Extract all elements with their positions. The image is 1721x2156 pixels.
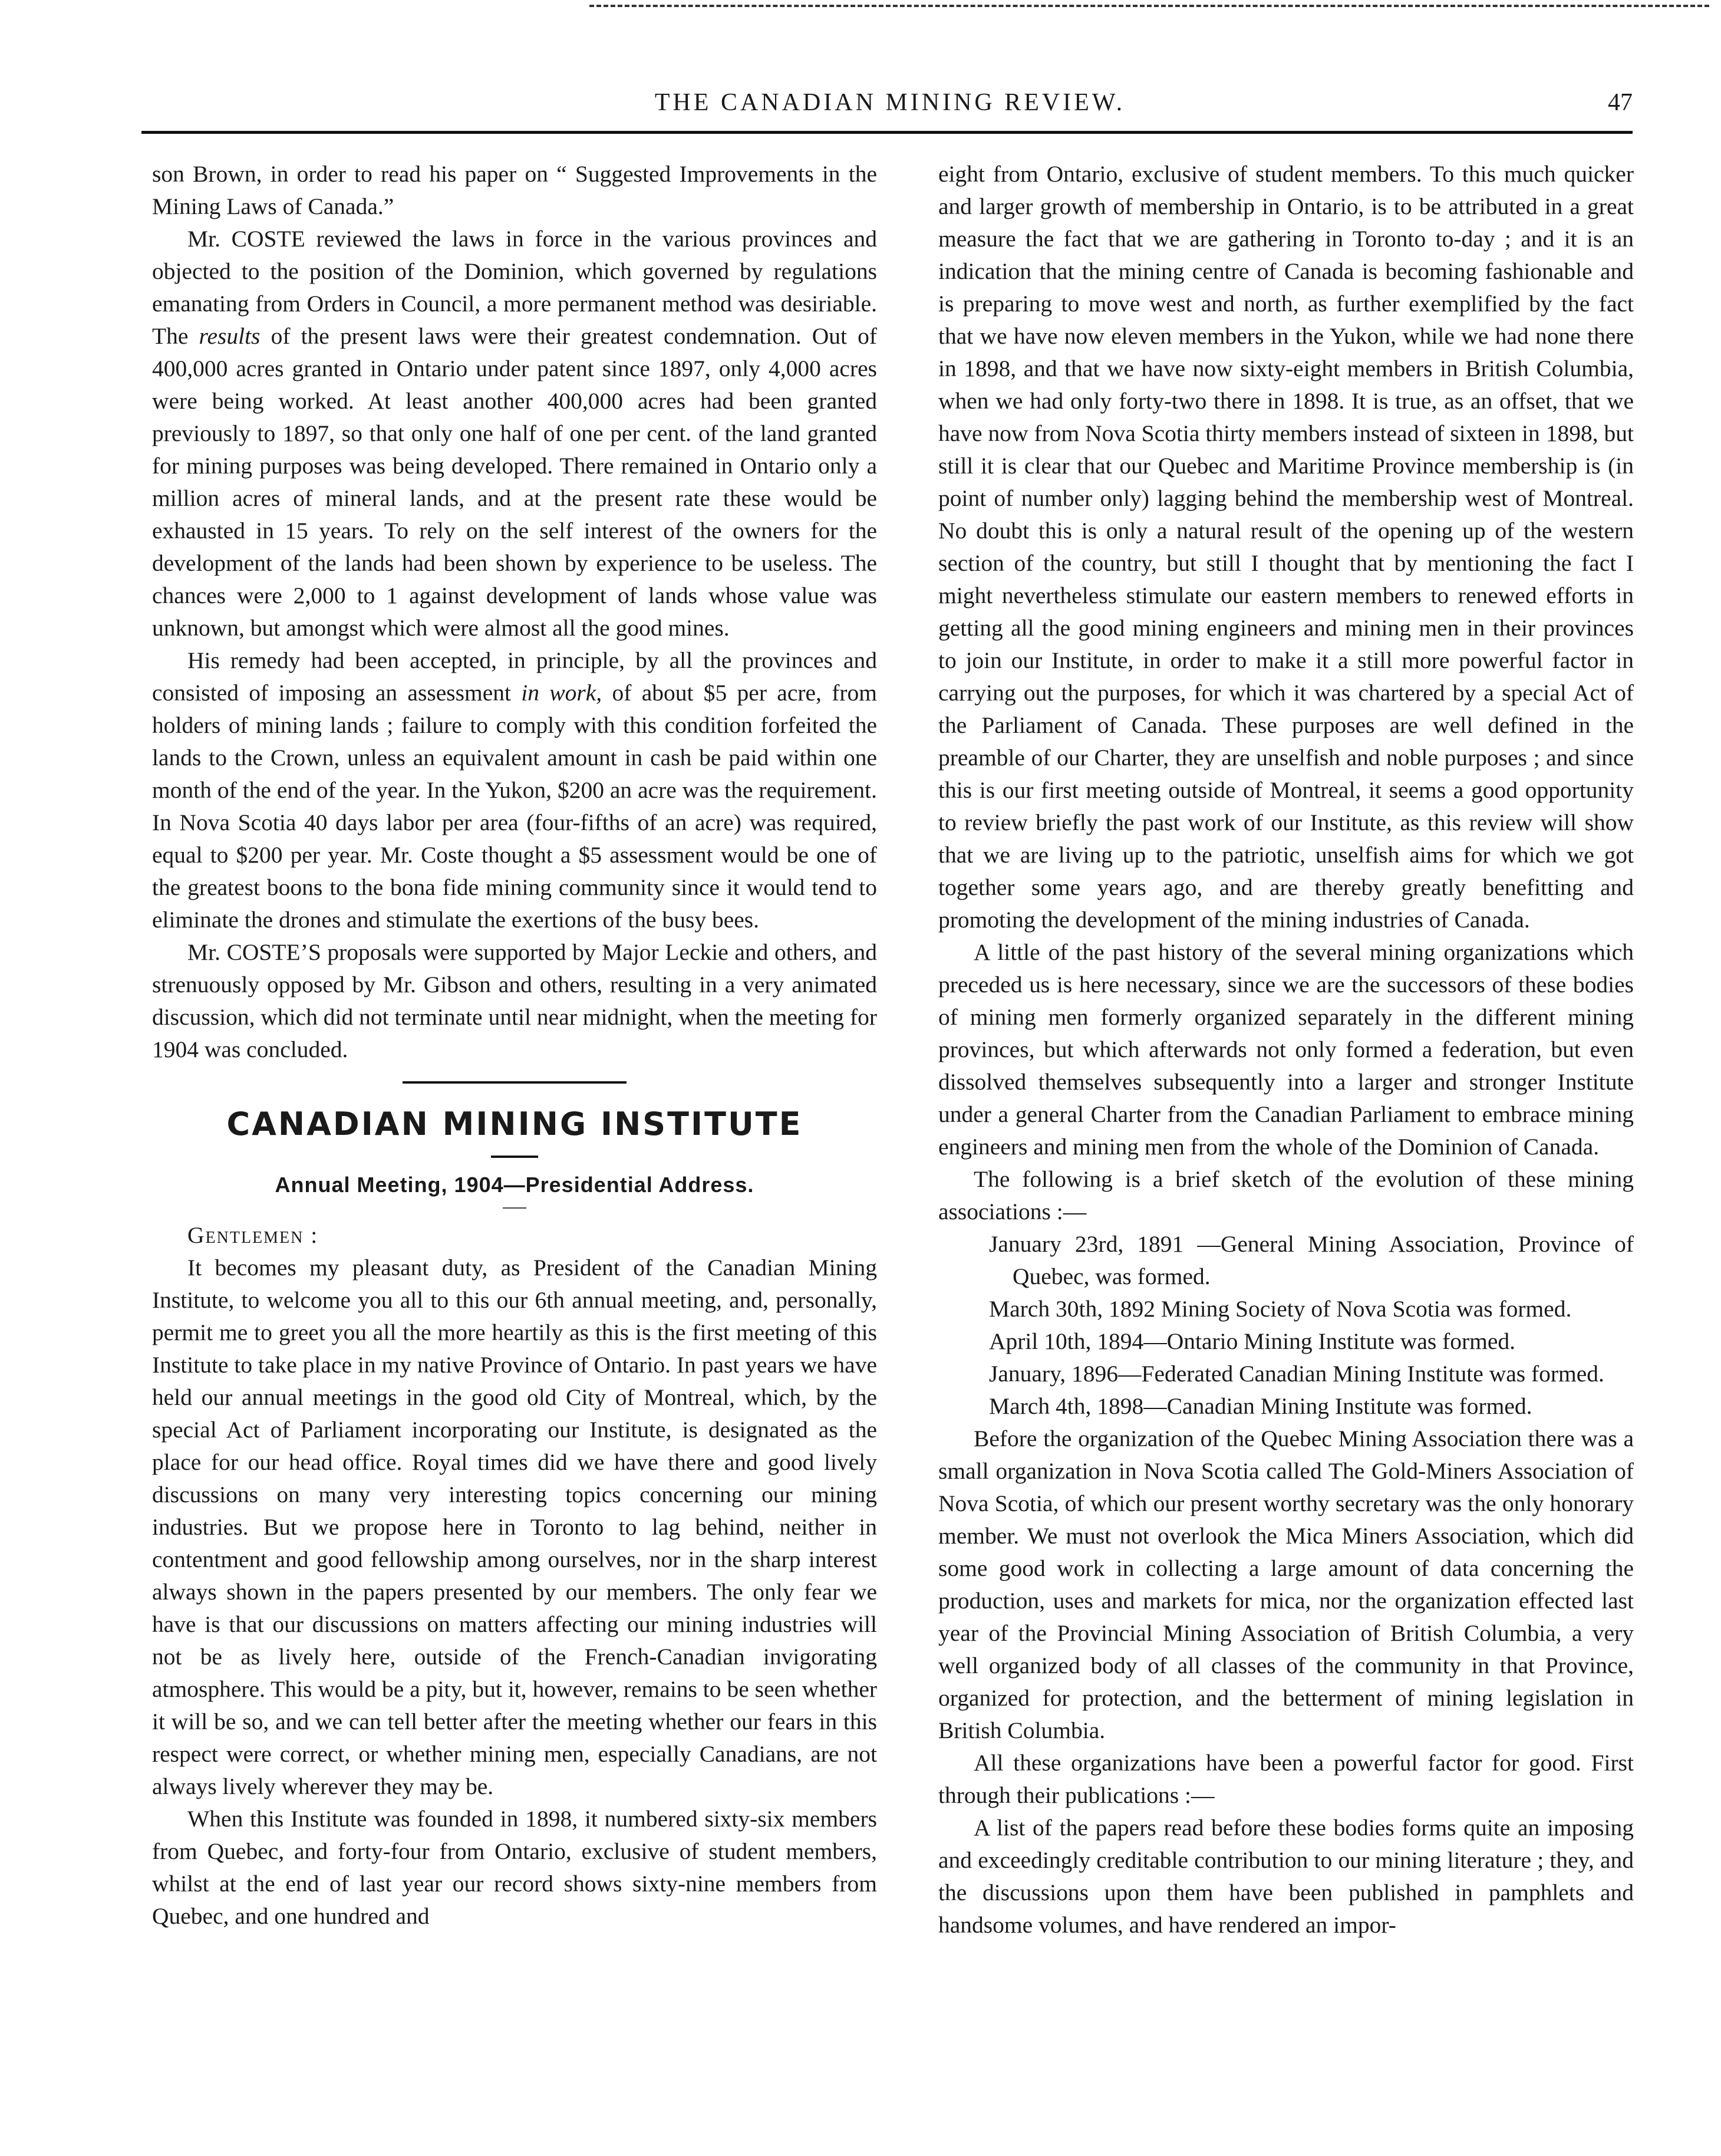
paragraph: When this Institute was founded in 1898, it numbered sixty-six members from Quebec, and forty-four from Ontario, exclusive of student members, whilst at the end of last year our record shows sixty-nine members from Quebec, and one hundred and xyxy=(152,1806,877,1929)
salutation: Gentlemen : xyxy=(187,1222,319,1248)
association-timeline xyxy=(938,1228,1634,1423)
paragraph: eight from Ontario, exclusive of student members. To this much quicker and larger growth of membership in Ontario, is to be attributed in a great measure the fact that we are gathering in Toronto to-day ; and it is an indication that the mining centre of Canada is becoming fashionable and is preparing to move west and north, as further exemplified by the fact that we have now eleven members in the Yukon, while we had none there in 1898, and that we have now sixty-eight members in British Columbia, when we had only forty-two there in 1898. It is true, as an offset, that we have now from Nova Scotia thirty members instead of sixteen in 1898, but still it is clear that our Quebec and Maritime Province membership is (in point of number only) lagging behind the membership west of Montreal. No doubt this is only a natural result of the opening up of the western section of the country, but still I thought that by mentioning the fact I might nevertheless stimulate our eastern members to renewed efforts in getting all the good mining engineers and mining men in their provinces to join our Institute, in order to make it a still more powerful factor in carrying out the purposes, for which it was chartered by a special Act of the Parliament of Canada. These purposes are well defined in the preamble of our Charter, they are unselfish and noble purposes ; and since this is our first meeting outside of Montreal, it seems a good opportunity to review briefly the past work of our Institute, as this review will show that we are living up to the patriotic, unselfish aims for which we got together some years ago, and are thereby greatly benefitting and promoting the development of the mining industries of Canada. xyxy=(938,161,1634,933)
title-rule xyxy=(491,1156,538,1158)
left-column xyxy=(152,158,877,1933)
paragraph: Mr. COSTE reviewed the laws in force in the various provinces and objected to the position of the Dominion, which governed by regulations emanating from Orders in Council, a more permanent method was desiriable. The results of the present laws were their greatest condemnation. Out of 400,000 acres granted in Ontario under patent since 1897, only 4,000 acres were being worked. At least another 400,000 acres had been granted previously to 1897, so that only one half of one per cent. of the land granted for mining purposes was being developed. There remained in Ontario only a million acres of mineral lands, and at the present rate these would be exhausted in 15 years. To rely on the self interest of the owners for the development of the lands had been shown by experience to be useless. The chances were 2,000 to 1 against development of lands whose value was unknown, but amongst which were almost all the good mines. xyxy=(152,226,878,641)
subtitle-rule xyxy=(503,1207,526,1209)
paragraph: A list of the papers read before these bodies forms quite an imposing and exceedingly creditable contribution to our mining literature ; they, and the discussions upon them have been published in pamphlets and handsome volumes, and have rendered an impor- xyxy=(938,1815,1634,1938)
timeline-entry: January 23rd, 1891 —General Mining Association, Province of Quebec, was formed. xyxy=(989,1231,1634,1289)
section-subtitle: Annual Meeting, 1904—Presidential Address. xyxy=(275,1173,754,1197)
timeline-entry: January, 1896—Federated Canadian Mining Institute was formed. xyxy=(989,1361,1604,1387)
section-separator xyxy=(403,1081,627,1084)
page-number: 47 xyxy=(1608,89,1633,116)
paragraph: All these organizations have been a powerful factor for good. First through their publications :— xyxy=(938,1750,1634,1808)
paragraph: His remedy had been accepted, in principle, by all the provinces and consisted of imposing an assessment in work, of about $5 per acre, from holders of mining lands ; failure to comply with this condition forfeited the lands to the Crown, unless an equivalent amount in cash be paid within one month of the end of the year. In the Yukon, $200 an acre was the requirement. In Nova Scotia 40 days labor per area (four-fifths of an acre) was required, equal to $200 per year. Mr. Coste thought a $5 assessment would be one of the greatest boons to the bona fide mining community since it would tend to eliminate the drones and stimulate the exertions of the busy bees. xyxy=(152,647,878,933)
paragraph: Before the organization of the Quebec Mining Association there was a small organization in Nova Scotia called The Gold-Miners Association of Nova Scotia, of which our present worthy secretary was the only honorary member. We must not overlook the Mica Miners Association, which did some good work in collecting a large amount of data concerning the production, uses and markets for mica, nor the organization effected last year of the Provincial Mining Association of British Columbia, a very well organized body of all classes of the community in that Province, organized for protection, and the betterment of mining legislation in British Columbia. xyxy=(938,1426,1634,1743)
paragraph: son Brown, in order to read his paper on “ Suggested Improvements in the Mining Laws of Canada.” xyxy=(152,161,877,219)
timeline-entry: March 4th, 1898—Canadian Mining Institute was formed. xyxy=(989,1393,1532,1419)
timeline-entry: March 30th, 1892 Mining Society of Nova Scotia was formed. xyxy=(989,1296,1572,1322)
paragraph: Mr. COSTE’S proposals were supported by Major Leckie and others, and strenuously opposed by Mr. Gibson and others, resulting in a very animated discussion, which did not terminate until near midnight, when the meeting for 1904 was concluded. xyxy=(152,939,877,1062)
right-column xyxy=(938,158,1634,1941)
paragraph: A little of the past history of the several mining organizations which preceded us is here necessary, since we are the successors of these bodies of mining men formerly organized separately in the different mining provinces, but which afterwards not only formed a federation, but even dissolved themselves subsequently into a larger and stronger Institute under a general Charter from the Canadian Parliament to embrace mining engineers and mining men from the whole of the Dominion of Canada. xyxy=(938,939,1634,1160)
section-title: CANADIAN MINING INSTITUTE xyxy=(226,1105,803,1143)
paragraph: It becomes my pleasant duty, as President of the Canadian Mining Institute, to welcome you all to this our 6th annual meeting, and, personally, permit me to greet you all the more heartily as this is the first meeting of this Institute to take place in my native Province of Ontario. In past years we have held our annual meetings in the good old City of Montreal, which, by the special Act of Parliament incorporating our Institute, is designated as the place for our head office. Royal times did we have there and good lively discussions on many very interesting topics concerning our mining industries. But we propose here in Toronto to lag behind, neither in contentment and good fellowship among ourselves, nor in the sharp interest always shown in the papers presented by our members. The only fear we have is that our discussions on matters affecting our mining industries will not be as lively here, outside of the French-Canadian invigorating atmosphere. This would be a pity, but it, however, remains to be seen whether it will be so, and we can tell better after the meeting whether our fears in this respect were correct, or whether mining men, especially Canadians, are not always lively wherever they may be. xyxy=(152,1255,877,1799)
header-rule xyxy=(141,131,1633,134)
running-title: THE CANADIAN MINING REVIEW. xyxy=(654,89,1126,116)
paragraph: The following is a brief sketch of the evolution of these mining associations :— xyxy=(938,1166,1634,1225)
timeline-entry: April 10th, 1894—Ontario Mining Institute was formed. xyxy=(989,1328,1516,1354)
top-edge-rule xyxy=(589,5,1709,7)
page-header xyxy=(147,88,1633,130)
